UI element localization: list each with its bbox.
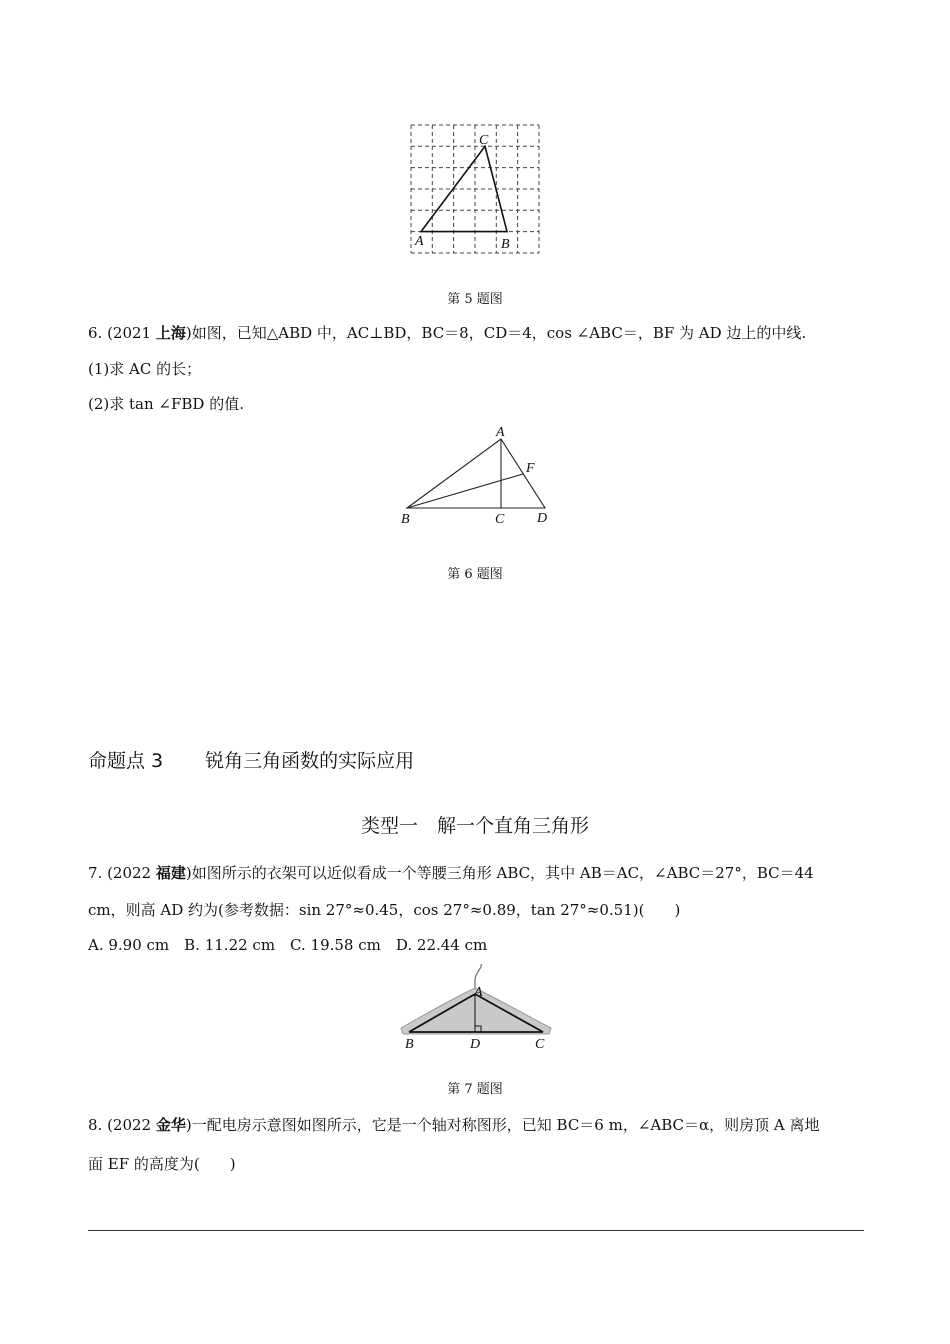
subsection-heading: 类型一 解一个直角三角形	[360, 815, 589, 837]
label-a: A	[496, 425, 505, 440]
label-d: D	[537, 511, 548, 526]
fig6-caption: 第 6 题图	[447, 567, 503, 582]
fig5-caption: 第 5 题图	[447, 292, 503, 307]
label-b: B	[401, 512, 410, 527]
q7-options: A. 9.90 cm B. 11.22 cm C. 19.58 cm D. 22.44 cm	[88, 936, 488, 954]
page-bottom-rule	[88, 1230, 864, 1231]
triangle-abd	[407, 439, 545, 508]
label-f: F	[526, 461, 535, 476]
q8-source: 金华	[155, 1116, 186, 1134]
q8-stem-line2: 面 EF 的高度为( )	[88, 1155, 236, 1173]
segment-bf	[407, 474, 523, 508]
label-a: A	[415, 234, 424, 249]
figure-7	[395, 962, 560, 1054]
label-a: A	[474, 985, 483, 1000]
q8-stem-line1: 8. (2022 金华)一配电房示意图如图所示，它是一个轴对称图形，已知 BC＝6 m，∠ABC＝α，则房顶 A 离地	[88, 1116, 820, 1134]
q7-stem-line1: 7. (2022 福建)如图所示的衣架可以近似看成一个等腰三角形 ABC，其中 AB＝AC，∠ABC＝27°，BC＝44	[88, 864, 814, 882]
q7-source: 福建	[155, 864, 186, 882]
q6-stem: 6. (2021 上海)如图，已知△ABD 中，AC⊥BD，BC＝8，CD＝4，cos ∠ABC＝，BF 为 AD 边上的中线.	[88, 324, 807, 342]
fig7-caption: 第 7 题图	[447, 1082, 503, 1097]
q6-part2: (2)求 tan ∠FBD 的值.	[88, 395, 244, 413]
label-b: B	[405, 1037, 414, 1052]
section-heading: 命题点 3 锐角三角函数的实际应用	[88, 750, 415, 772]
label-b: B	[501, 237, 510, 252]
figure-6	[395, 422, 560, 532]
q7-stem-line2: cm，则高 AD 约为(参考数据：sin 27°≈0.45，cos 27°≈0.89，tan 27°≈0.51)( )	[88, 901, 681, 919]
label-c: C	[535, 1037, 545, 1052]
q6-source: 上海	[155, 324, 186, 342]
label-d: D	[470, 1037, 481, 1052]
figure-5	[405, 120, 545, 260]
q6-part1: (1)求 AC 的长；	[88, 360, 202, 378]
label-c: C	[479, 133, 489, 148]
label-c: C	[495, 512, 505, 527]
